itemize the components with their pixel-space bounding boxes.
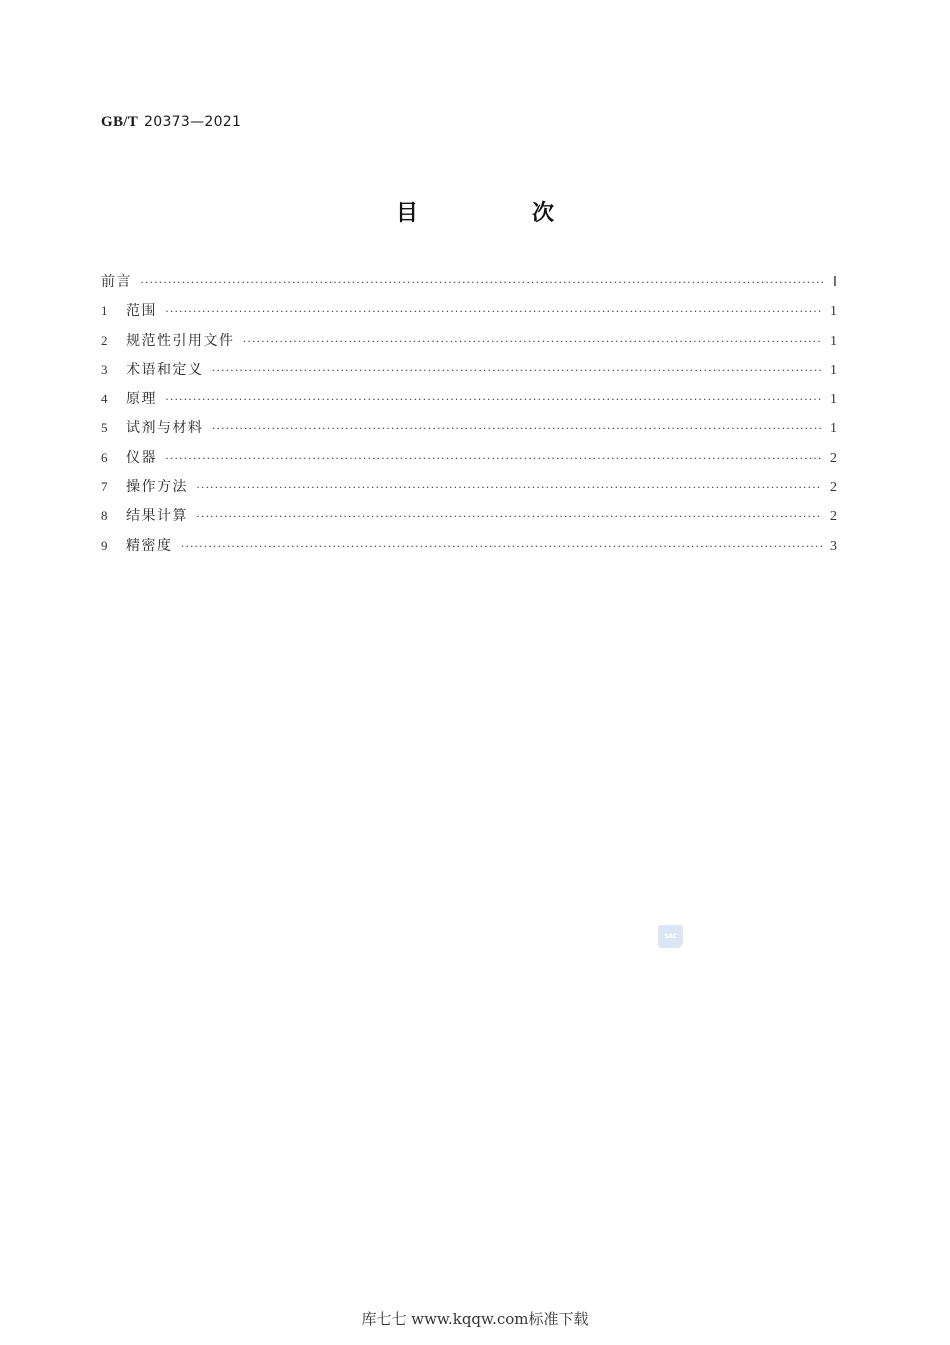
toc-list xyxy=(101,271,837,564)
toc-entry-label: 前言 xyxy=(101,274,132,290)
toc-leader-dots xyxy=(196,480,822,495)
toc-entry-6[interactable] xyxy=(101,447,837,476)
toc-entry-3[interactable] xyxy=(101,359,837,388)
toc-leader-dots xyxy=(140,275,825,290)
toc-entry-label: 结果计算 xyxy=(126,508,188,525)
toc-entry-number: 4 xyxy=(101,391,108,407)
toc-title: 目 次 xyxy=(395,201,600,226)
standard-code xyxy=(101,114,241,131)
toc-leader-dots xyxy=(196,509,822,524)
toc-entry-7[interactable] xyxy=(101,476,837,505)
toc-entry-label: 试剂与材料 xyxy=(126,420,204,437)
toc-entry-number: 2 xyxy=(101,332,108,348)
toc-entry-5[interactable] xyxy=(101,417,837,446)
toc-entry-9[interactable] xyxy=(101,535,837,564)
toc-entry-number: 5 xyxy=(101,420,108,436)
toc-entry-8[interactable] xyxy=(101,505,837,534)
toc-leader-dots xyxy=(165,392,822,407)
toc-entry-foreword[interactable] xyxy=(101,271,837,300)
toc-entry-number: 1 xyxy=(101,303,108,319)
toc-entry-1[interactable] xyxy=(101,300,837,329)
toc-leader-dots xyxy=(243,334,823,349)
footer-download-note: 库七七 www.kqqw.com标准下载 xyxy=(361,1310,589,1328)
toc-entry-page: 1 xyxy=(830,421,837,437)
standard-number: 20373—2021 xyxy=(144,114,242,130)
toc-entry-number: 3 xyxy=(101,361,108,377)
toc-entry-number: 9 xyxy=(101,537,108,553)
toc-leader-dots xyxy=(212,421,823,436)
toc-entry-page: 1 xyxy=(830,304,837,320)
toc-entry-page: 1 xyxy=(830,392,837,408)
toc-leader-dots xyxy=(165,451,822,466)
toc-entry-page: 2 xyxy=(830,450,837,466)
sac-watermark-logo: SAC xyxy=(658,925,683,948)
toc-entry-label: 范围 xyxy=(126,303,157,320)
toc-entry-label: 原理 xyxy=(126,391,157,408)
toc-entry-page: 2 xyxy=(830,480,837,496)
toc-entry-number: 8 xyxy=(101,508,108,524)
toc-entry-page: Ⅰ xyxy=(832,275,837,290)
toc-entry-label: 操作方法 xyxy=(126,479,188,496)
toc-leader-dots xyxy=(181,539,823,554)
toc-leader-dots xyxy=(212,363,823,378)
toc-entry-label: 精密度 xyxy=(126,537,173,554)
toc-entry-number: 6 xyxy=(101,449,108,465)
toc-entry-page: 2 xyxy=(830,509,837,525)
toc-leader-dots xyxy=(165,304,822,319)
toc-entry-page: 3 xyxy=(830,538,837,554)
toc-entry-label: 规范性引用文件 xyxy=(126,332,235,349)
toc-entry-page: 1 xyxy=(830,362,837,378)
toc-entry-page: 1 xyxy=(830,333,837,349)
standard-prefix: GB/T xyxy=(101,114,139,130)
toc-entry-2[interactable] xyxy=(101,330,837,359)
toc-entry-label: 术语和定义 xyxy=(126,361,204,378)
toc-entry-4[interactable] xyxy=(101,388,837,417)
toc-entry-label: 仪器 xyxy=(126,449,157,466)
toc-entry-number: 7 xyxy=(101,479,108,495)
